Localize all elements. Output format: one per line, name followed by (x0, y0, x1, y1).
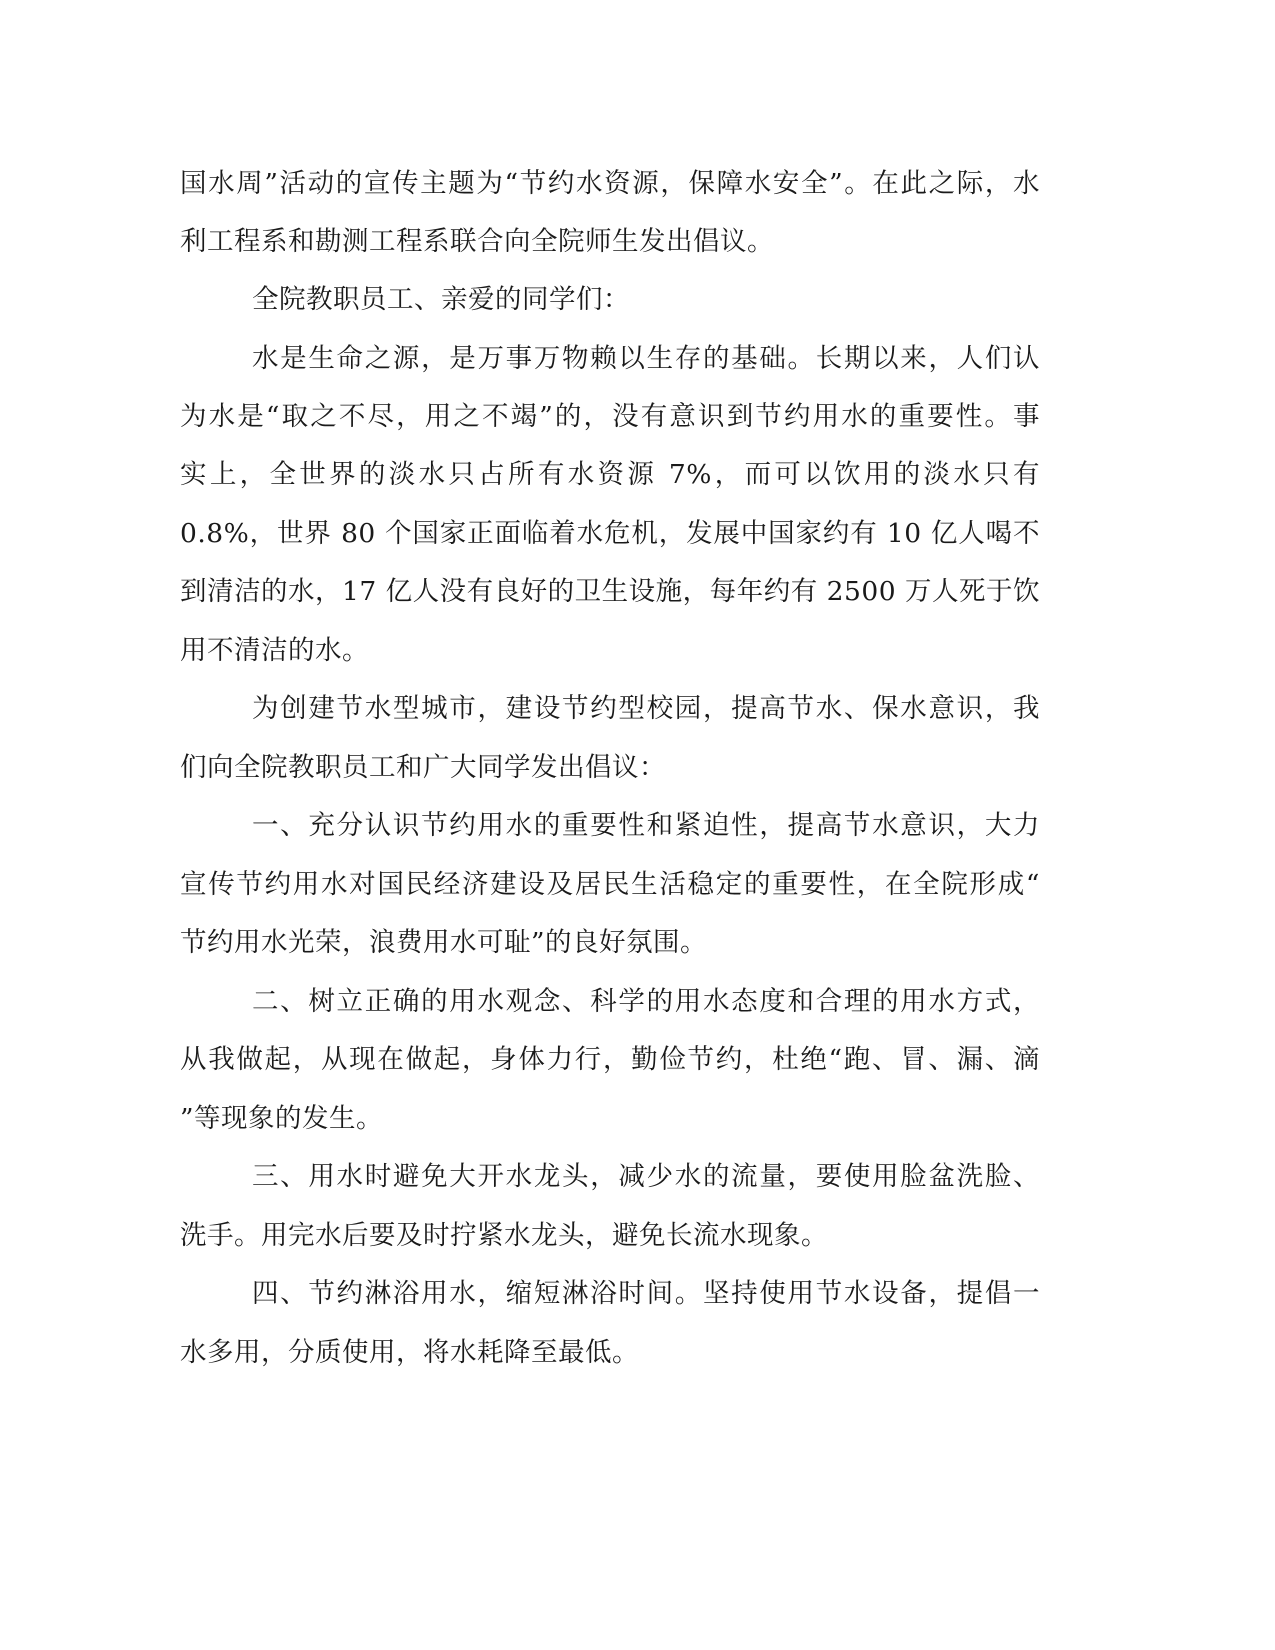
text-line: 宣传节约用水对国民经济建设及居民生活稳定的重要性，在全院形成“ (180, 869, 1040, 900)
text-line: 三、用水时避免大开水龙头，减少水的流量，要使用脸盆洗脸、 (252, 1161, 1040, 1192)
text-line: 从我做起，从现在做起，身体力行，勤俭节约，杜绝“跑、冒、漏、滴 (180, 1044, 1040, 1075)
text-line: 为创建节水型城市，建设节约型校园，提高节水、保水意识，我 (252, 693, 1040, 724)
text-line: 水多用，分质使用，将水耗降至最低。 (180, 1337, 639, 1368)
text-line: 0.8%，世界 80 个国家正面临着水危机，发展中国家约有 10 亿人喝不 (180, 518, 1040, 549)
text-line: 到清洁的水，17 亿人没有良好的卫生设施，每年约有 2500 万人死于饮 (180, 576, 1040, 607)
text-line: 二、树立正确的用水观念、科学的用水态度和合理的用水方式， (252, 986, 1040, 1017)
text-line: 节约用水光荣，浪费用水可耻”的良好氛围。 (180, 927, 708, 958)
salutation: 全院教职员工、亲爱的同学们： (252, 284, 630, 315)
text-line: 国水周”活动的宣传主题为“节约水资源，保障水安全”。在此之际，水 (180, 168, 1040, 199)
text-line: ”等现象的发生。 (180, 1103, 384, 1134)
text-line: 们向全院教职员工和广大同学发出倡议： (180, 752, 666, 783)
text-line: 为水是“取之不尽，用之不竭”的，没有意识到节约用水的重要性。事 (180, 401, 1040, 432)
text-line: 利工程系和勘测工程系联合向全院师生发出倡议。 (180, 226, 774, 257)
text-line: 洗手。用完水后要及时拧紧水龙头，避免长流水现象。 (180, 1220, 828, 1251)
text-line: 水是生命之源，是万事万物赖以生存的基础。长期以来，人们认 (252, 343, 1040, 374)
text-line: 实上，全世界的淡水只占所有水资源 7%，而可以饮用的淡水只有 (180, 459, 1040, 490)
text-line: 一、充分认识节约用水的重要性和紧迫性，提高节水意识，大力 (252, 810, 1040, 841)
text-line: 四、节约淋浴用水，缩短淋浴时间。坚持使用节水设备，提倡一 (252, 1278, 1040, 1309)
text-line: 用不清洁的水。 (180, 635, 369, 666)
